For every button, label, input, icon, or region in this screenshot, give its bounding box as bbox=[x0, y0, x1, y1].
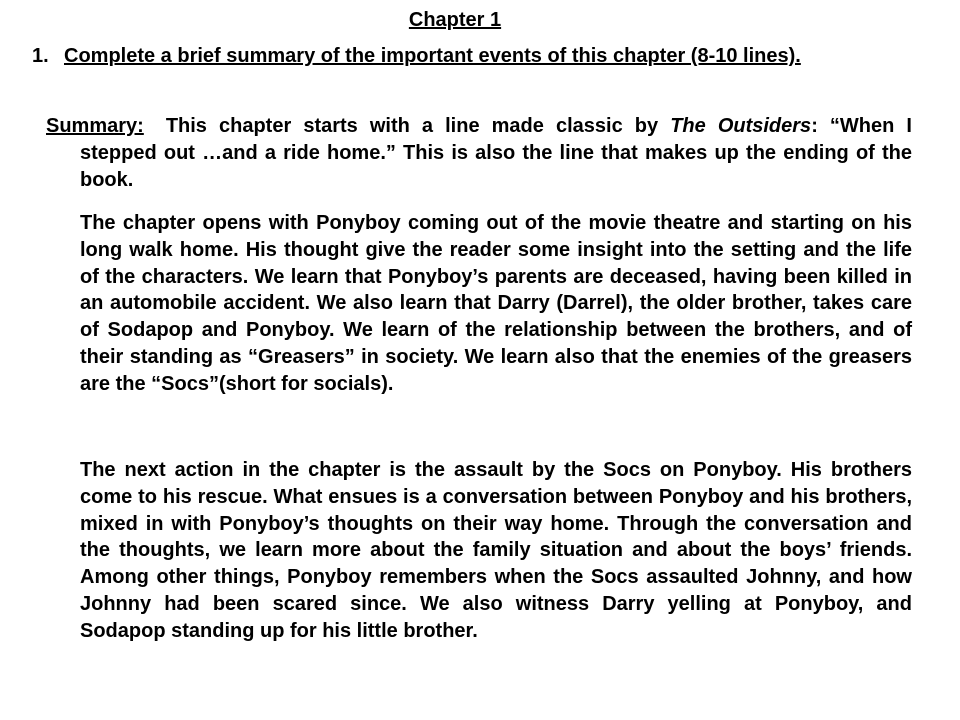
question-text: Complete a brief summary of the important events of this chapter (8-10 lines). bbox=[64, 45, 801, 67]
summary-p1-before: This chapter starts with a line made classic by bbox=[165, 115, 671, 137]
summary-p1-after: : “When I stepped out …and a ride home.” This is also the line that makes up the ending of the book. bbox=[80, 115, 912, 191]
summary-paragraph-2: The chapter opens with Ponyboy coming out of the movie theatre and starting on his long walk home. His thought give the reader some insight into the setting and the life of the characters. We learn that Ponyboy’s parents are deceased, having been killed in an automobile accident. We also learn that Darry (Darrel), the older brother, takes care of Sodapop and Ponyboy. We learn of the relationship between the brothers, and of their standing as “Greasers” in society. We learn also that the enemies of the greasers are the “Socs”(short for socials). bbox=[80, 212, 912, 395]
chapter-title: Chapter 1 bbox=[408, 9, 502, 31]
summary-label: Summary: bbox=[46, 115, 144, 137]
summary-paragraph-3: The next action in the chapter is the assault by the Socs on Ponyboy. His brothers come to his rescue. What ensues is a conversation between Ponyboy and his brothers, mixed in with Ponyboy’s thoughts on their way home. Through the conversation and the thoughts, we learn more about the family situation and about the boys’ friends. Among other things, Ponyboy remembers when the Socs assaulted Johnny, and how Johnny had been scared since. We also witness Darry yelling at Ponyboy, and Sodapop standing up for his little brother. bbox=[80, 459, 912, 642]
question-1 bbox=[32, 43, 882, 69]
summary-paragraph-1 bbox=[46, 113, 912, 193]
book-title: The Outsiders bbox=[670, 115, 812, 137]
question-number: 1. bbox=[32, 45, 49, 67]
